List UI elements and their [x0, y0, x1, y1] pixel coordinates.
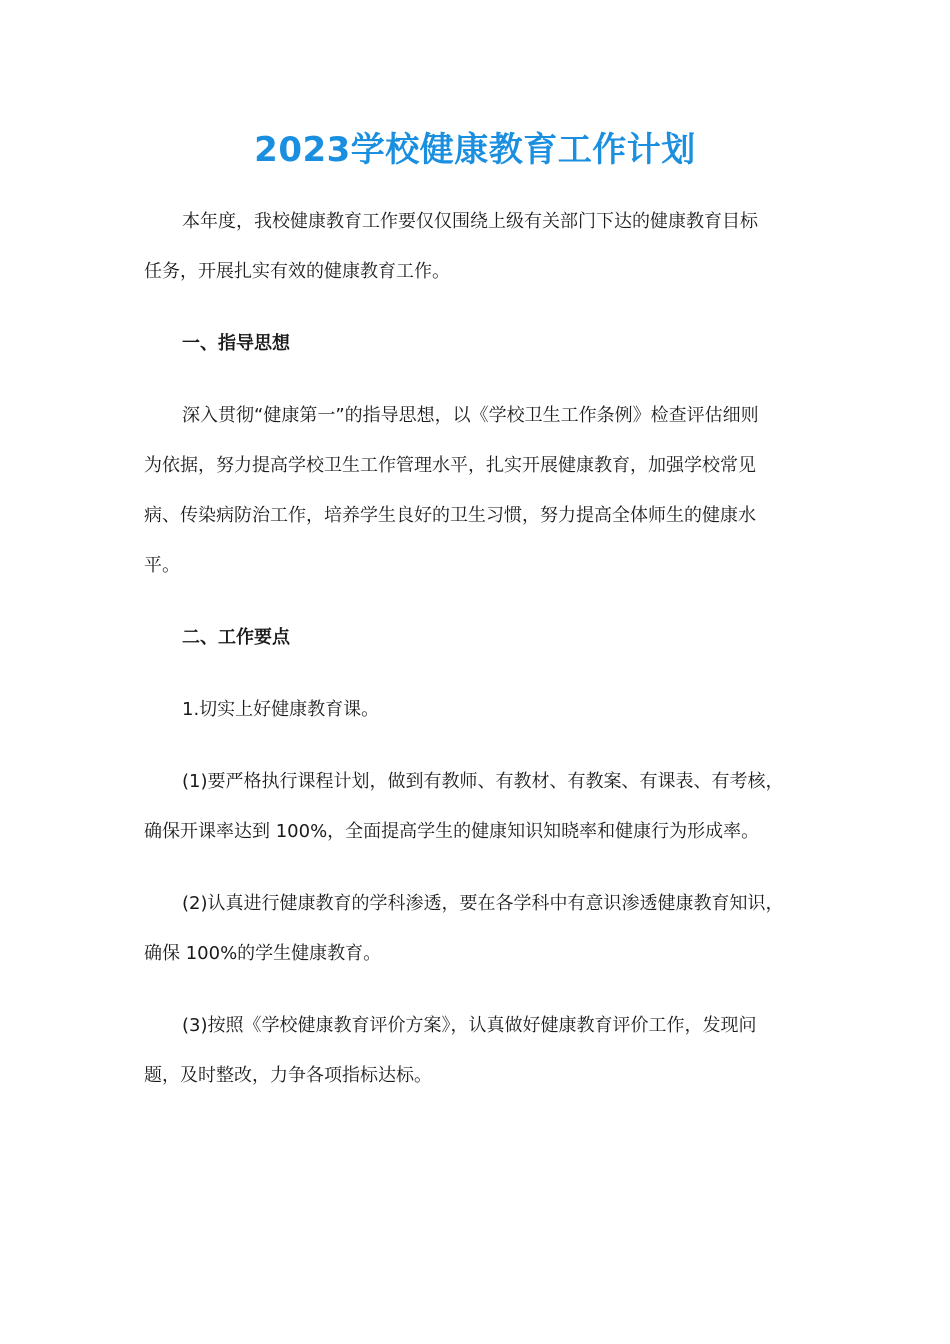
intro-line-2: 任务，开展扎实有效的健康教育工作。 — [144, 261, 450, 282]
section1-line-3: 病、传染病防治工作，培养学生良好的卫生习惯，努力提高全体师生的健康水 — [144, 505, 756, 526]
section1-line-2: 为依据，努力提高学校卫生工作管理水平，扎实开展健康教育，加强学校常见 — [144, 455, 756, 476]
sub-item-2-line-1: (2)认真进行健康教育的学科渗透，要在各学科中有意识渗透健康教育知识， — [182, 893, 784, 914]
sub-item-1-line-1: (1)要严格执行课程计划，做到有教师、有教材、有教案、有课表、有考核， — [182, 771, 784, 792]
sub-item-3-line-2: 题，及时整改，力争各项指标达标。 — [144, 1065, 432, 1086]
work-item-1: 1.切实上好健康教育课。 — [182, 699, 380, 720]
sub-item-2-line-2: 确保 100%的学生健康教育。 — [144, 943, 382, 964]
intro-line-1: 本年度，我校健康教育工作要仅仅围绕上级有关部门下达的健康教育目标 — [182, 211, 758, 232]
page-title: 2023学校健康教育工作计划 — [254, 130, 696, 170]
section-heading-work-points: 二、工作要点 — [182, 627, 290, 648]
section1-line-1: 深入贯彻“健康第一”的指导思想，以《学校卫生工作条例》检查评估细则 — [182, 405, 759, 426]
section-heading-guiding-ideology: 一、指导思想 — [182, 333, 290, 354]
sub-item-1-line-2: 确保开课率达到 100%，全面提高学生的健康知识知晓率和健康行为形成率。 — [144, 821, 760, 842]
section1-line-4: 平。 — [144, 555, 180, 576]
sub-item-3-line-1: (3)按照《学校健康教育评价方案》，认真做好健康教育评价工作，发现问 — [182, 1015, 757, 1036]
